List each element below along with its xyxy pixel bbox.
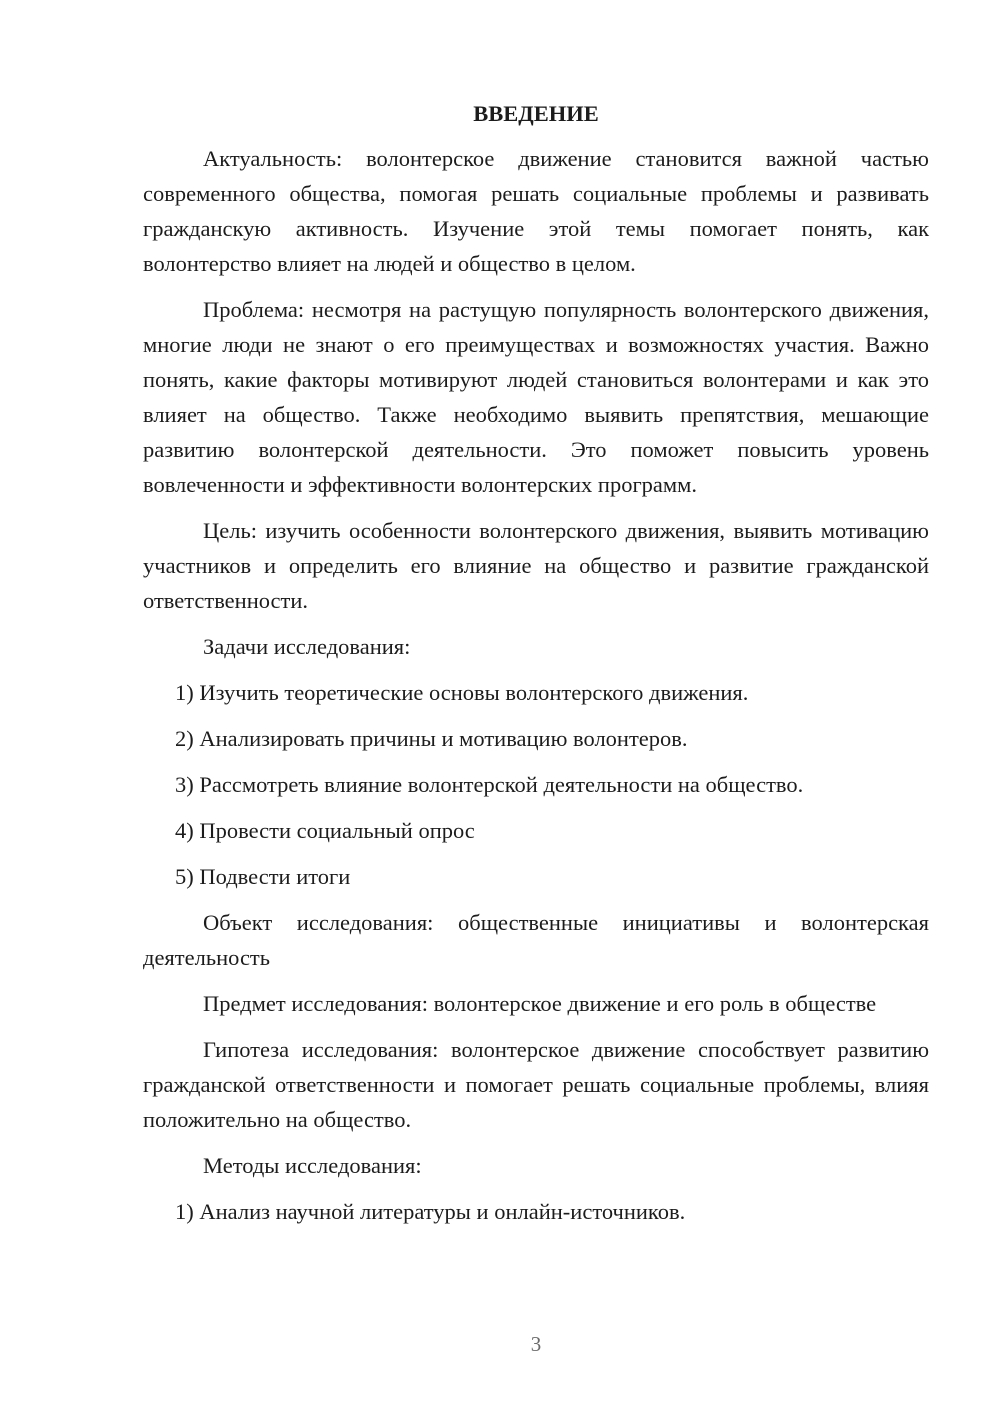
methods-heading: Методы исследования: [203, 1153, 422, 1178]
page-content [143, 96, 929, 1240]
task-item: 4) Провести социальный опрос [175, 818, 475, 843]
paragraph-hypothesis: Гипотеза исследования: волонтерское движение способствует развитию гражданской ответственности и помогает решать социальные проблемы, влияя положительно на общество. [143, 1037, 929, 1132]
task-item: 2) Анализировать причины и мотивацию волонтеров. [175, 726, 688, 751]
page-number: 3 [530, 1332, 542, 1356]
paragraph-object: Объект исследования: общественные инициативы и волонтерская деятельность [143, 910, 929, 970]
task-item: 5) Подвести итоги [175, 864, 351, 889]
method-item: 1) Анализ научной литературы и онлайн-источников. [175, 1199, 686, 1224]
section-title: ВВЕДЕНИЕ [473, 101, 599, 126]
paragraph-subject: Предмет исследования: волонтерское движение и его роль в обществе [203, 991, 877, 1016]
task-item: 3) Рассмотреть влияние волонтерской деятельности на общество. [175, 772, 804, 797]
task-item: 1) Изучить теоретические основы волонтерского движения. [175, 680, 749, 705]
paragraph-problem: Проблема: несмотря на растущую популярность волонтерского движения, многие люди не знают о его преимуществах и возможностях участия. Важно понять, какие факторы мотивируют людей становиться волонтерами и как это влияет на общество. Также необходимо выявить препятствия, мешающие развитию волонтерской деятельности. Это поможет повысить уровень вовлеченности и эффективности волонтерских программ. [143, 297, 929, 497]
paragraph-relevance: Актуальность: волонтерское движение становится важной частью современного общества, помогая решать социальные проблемы и развивать гражданскую активность. Изучение этой темы помогает понять, как волонтерство влияет на людей и общество в целом. [143, 146, 929, 276]
tasks-heading: Задачи исследования: [203, 634, 411, 659]
paragraph-goal: Цель: изучить особенности волонтерского движения, выявить мотивацию участников и определить его влияние на общество и развитие гражданской ответственности. [143, 518, 929, 613]
